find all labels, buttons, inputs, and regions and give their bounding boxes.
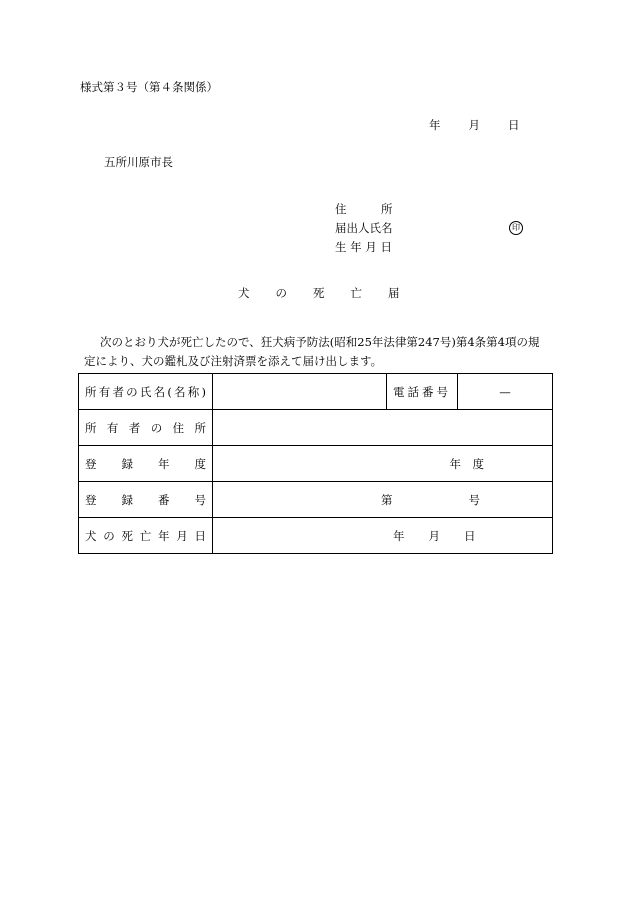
- applicant-address-label: 住 所: [335, 202, 393, 216]
- reg-year-value: 年 度: [449, 456, 484, 471]
- reg-year-field[interactable]: [213, 446, 553, 482]
- notice-line-1: 次のとおり犬が死亡したので、狂犬病予防法(昭和25年法律第247号)第4条第4項の規: [100, 335, 540, 349]
- reg-no-prefix: 第: [381, 492, 393, 507]
- owner-name-label: 所有者の氏名(名称): [79, 374, 213, 410]
- submission-date: [429, 120, 520, 132]
- death-date-label: 犬の死亡年月日: [79, 518, 213, 554]
- seal-mark: 印: [509, 221, 523, 235]
- owner-address-field[interactable]: [213, 410, 553, 446]
- death-year: 年: [393, 528, 405, 543]
- notification-table: [78, 373, 553, 554]
- addressee: 五所川原市長: [104, 155, 173, 169]
- table-row: [79, 482, 553, 518]
- date-year: 年: [429, 118, 441, 132]
- reg-year-label: 登録年度: [79, 446, 213, 482]
- title-char-1: 犬: [238, 286, 250, 300]
- notice-text: [84, 333, 554, 371]
- date-day: 日: [508, 118, 520, 132]
- table-row: [79, 410, 553, 446]
- date-month: 月: [468, 118, 480, 132]
- applicant-name-label: 届出人氏名: [335, 221, 393, 235]
- death-month: 月: [428, 528, 440, 543]
- document-title: [238, 288, 400, 300]
- table-row: [79, 374, 553, 410]
- table-row: [79, 446, 553, 482]
- title-char-4: 亡: [350, 286, 362, 300]
- title-char-2: の: [275, 286, 287, 300]
- phone-field[interactable]: —: [458, 374, 553, 410]
- phone-label: 電話番号: [387, 374, 458, 410]
- reg-no-suffix: 号: [468, 492, 480, 507]
- applicant-birthdate-label: 生 年 月 日: [335, 240, 392, 254]
- form-number: 様式第３号（第４条関係）: [80, 80, 218, 94]
- reg-no-field[interactable]: [213, 482, 553, 518]
- title-char-5: 届: [388, 286, 400, 300]
- death-date-field[interactable]: [213, 518, 553, 554]
- table-row: [79, 518, 553, 554]
- notice-line-2: 定により、犬の鑑札及び注射済票を添えて届け出します。: [84, 354, 383, 368]
- title-char-3: 死: [313, 286, 325, 300]
- applicant-block: [335, 204, 393, 261]
- reg-no-label: 登録番号: [79, 482, 213, 518]
- owner-name-field[interactable]: [213, 374, 387, 410]
- death-day: 日: [464, 528, 476, 543]
- owner-address-label: 所有者の住所: [79, 410, 213, 446]
